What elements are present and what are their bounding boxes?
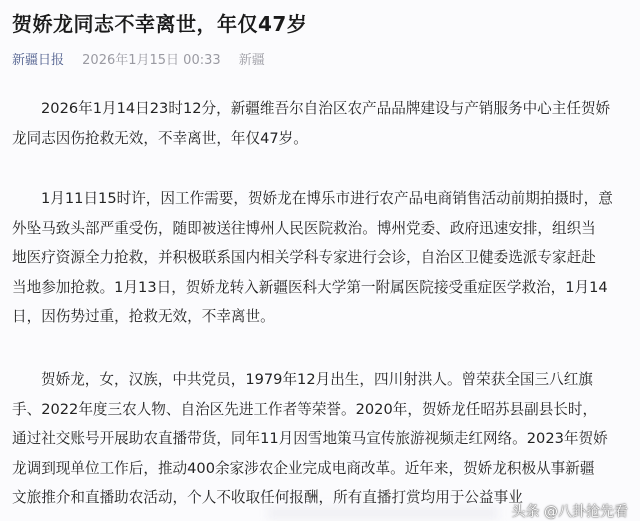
text-line: 1月11日15时许，因工作需要，贺娇龙在博乐市进行农产品电商销售活动前期拍摄时，意: [41, 190, 613, 207]
text-line: 外坠马致头部严重受伤，随即被送往博州人民医院救治。博州党委、政府迅速安排，组织当: [12, 219, 596, 237]
article-source-link[interactable]: 新疆日报: [12, 53, 65, 68]
text-line: 日，因伤势过重，抢救无效，不幸离世。: [12, 308, 275, 325]
text-line: 贺娇龙，女，汉族，中共党员，1979年12月出生，四川射洪人。曾荣获全国三八红旗: [41, 371, 593, 388]
text-line: 通过社交账号开展助农直播带货，同年11月因雪地策马宣传旅游视频走红网络。2023年贺娇: [12, 430, 608, 447]
text-line: 文旅推介和直播助农活动，个人不收取任何报酬，所有直播打赏均用于公益事业: [12, 489, 523, 506]
text-line: 2026年1月14日23时12分，新疆维吾尔自治区农产品品牌建设与产销服务中心主任贺娇: [41, 100, 611, 117]
text-line: 龙调到现单位工作后，推动400余家涉农企业完成电商改革。近年来，贺娇龙积极从事新疆: [12, 459, 595, 477]
watermark: 头条 @八卦抢先看: [511, 504, 628, 520]
article-region: 新疆: [238, 53, 265, 68]
paragraph-2: [12, 184, 612, 332]
paragraph-3: [12, 365, 612, 513]
paragraph-1: [12, 94, 612, 153]
article-title: 贺娇龙同志不幸离世，年仅47岁: [12, 12, 308, 36]
article-datetime: 2026年1月15日 00:33: [82, 53, 221, 68]
text-line: 手、2022年度三农人物、自治区先进工作者等荣誉。2020年，贺娇龙任昭苏县副县长时，: [12, 400, 598, 418]
text-line: 龙同志因伤抢救无效，不幸离世，年仅47岁。: [12, 129, 308, 147]
text-line: 当地参加抢救。1月13日，贺娇龙转入新疆医科大学第一附属医院接受重症医学救治，1月14: [12, 278, 608, 296]
text-line: 地医疗资源全力抢救，并积极联系国内相关学科专家进行会诊，自治区卫健委选派专家赶赴: [12, 249, 596, 266]
article-meta: [12, 49, 265, 68]
